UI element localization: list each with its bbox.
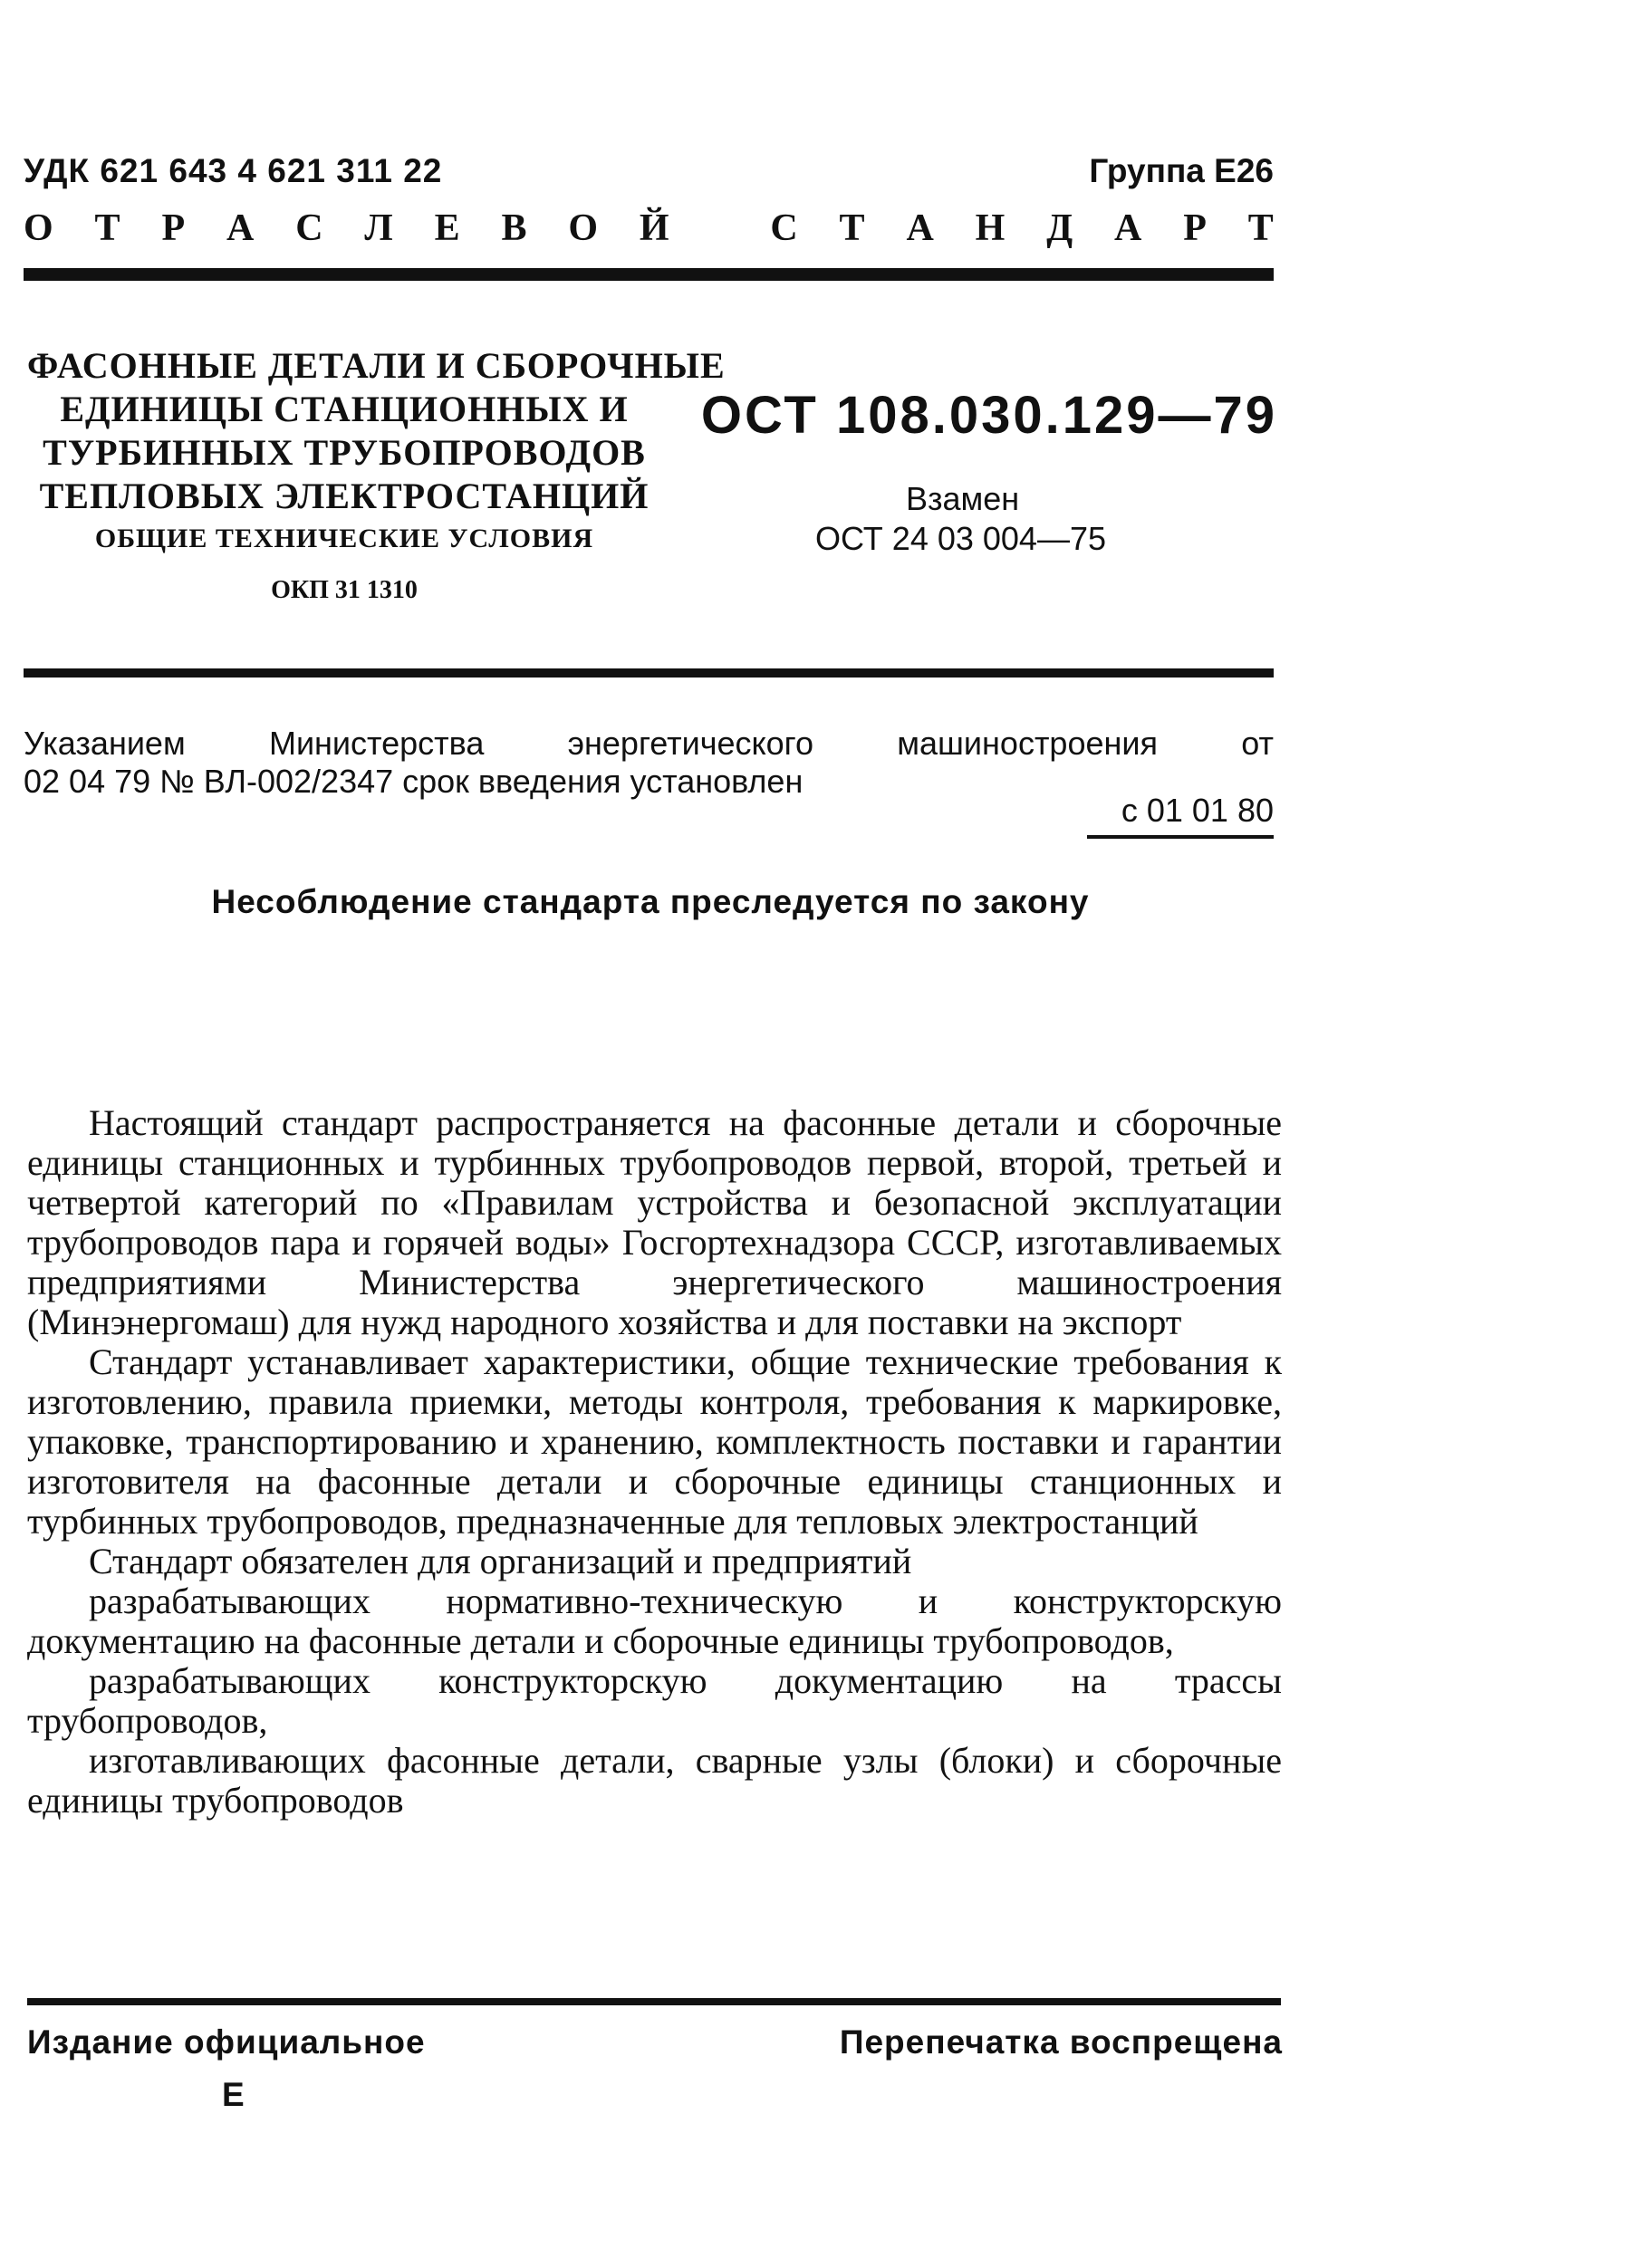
udk-code: УДК 621 643 4 621 311 22 — [24, 152, 443, 189]
banner-letter: Р — [161, 207, 186, 249]
body-paragraph: Стандарт устанавливает характеристики, общие технические требования к изготовлению, правила приемки, методы контроля, требования к маркировке, упаковке, транспортированию и хранению, комплектность поставки и гарантии изготовителя на фасонные детали и сборочные единицы станционных и турбинных трубопроводов, предназначенные для тепловых электростанций — [27, 1341, 1282, 1542]
banner-letter: Й — [639, 207, 669, 249]
banner-letter: А — [906, 207, 934, 249]
intro-block — [24, 725, 1274, 801]
effective-date: с 01 01 80 — [1121, 792, 1274, 829]
intro-line: 02 04 79 № ВЛ-002/2347 срок введения установлен — [24, 763, 804, 800]
banner-letter: Т — [839, 207, 865, 249]
banner-letter: Т — [94, 207, 120, 249]
middle-divider-rule — [24, 668, 1274, 678]
banner-letter: А — [226, 207, 255, 249]
intro-word: машиностроения — [897, 725, 1158, 762]
body-text — [27, 1103, 1282, 1821]
body-paragraph: Настоящий стандарт распространяется на фасонные детали и сборочные единицы станционных и турбинных трубопроводов первой, второй, третьей и четвертой категорий по «Правилам устройства и безопасной эксплуатации трубопроводов пара и горячей воды» Госгортехнадзора СССР, изготавливаемых предприятиями Министерства энергетического машиностроения (Минэнергомаш) для нужд народного хозяйства и для поставки на экспорт — [27, 1102, 1282, 1342]
banner-letter: С — [770, 207, 798, 249]
banner-letter: О — [24, 207, 53, 249]
title-line: ТЕПЛОВЫХ ЭЛЕКТРОСТАНЦИЙ — [39, 476, 650, 516]
intro-word: Министерства — [268, 725, 485, 762]
document-subtitle: ОБЩИЕ ТЕХНИЧЕСКИЕ УСЛОВИЯ — [94, 524, 594, 553]
replaced-standard: ОСТ 24 03 004—75 — [815, 520, 1106, 557]
banner-letter: О — [568, 207, 599, 249]
document-title — [27, 344, 726, 518]
intro-word: энергетического — [567, 725, 814, 762]
official-edition-label: Издание официальное — [27, 2023, 426, 2061]
banner-letter: Т — [1247, 207, 1274, 249]
title-line: ФАСОННЫЕ ДЕТАЛИ И СБОРОЧНЫЕ — [27, 345, 726, 386]
banner-letter: С — [295, 207, 323, 249]
intro-word: Указанием — [24, 725, 186, 762]
title-line: ЕДИНИЦЫ СТАНЦИОННЫХ И — [60, 389, 629, 429]
penalty-notice: Несоблюдение стандарта преследуется по закону — [211, 883, 1090, 920]
replaces-label: Взамен — [906, 480, 1020, 517]
top-divider-rule — [24, 268, 1274, 281]
standard-number: ОСТ 108.030.129—79 — [700, 386, 1277, 445]
banner-gap — [710, 207, 728, 250]
banner-letter: Р — [1183, 207, 1207, 249]
group-code: Группа Е26 — [1089, 152, 1274, 189]
intro-line — [24, 725, 1274, 763]
okp-code: ОКП 31 1310 — [271, 576, 418, 604]
banner-letter: Е — [434, 207, 460, 249]
banner-letter: А — [1113, 207, 1142, 249]
banner-industry-standard — [24, 207, 1274, 250]
banner-letter: Л — [364, 207, 393, 249]
banner-letter: Н — [975, 207, 1006, 249]
effective-date-underline — [1087, 835, 1274, 839]
title-line: ТУРБИННЫХ ТРУБОПРОВОДОВ — [43, 432, 646, 473]
banner-letter: В — [501, 207, 527, 249]
footer-letter: Е — [222, 2076, 245, 2113]
body-paragraph: изготавливающих фасонные детали, сварные узлы (блоки) и сборочные единицы трубопроводов — [27, 1740, 1282, 1821]
reprint-prohibited-label: Перепечатка воспрещена — [839, 2023, 1283, 2061]
bottom-divider-rule — [27, 1998, 1281, 2005]
body-paragraph: разрабатывающих конструкторскую документацию на трассы трубопроводов, — [27, 1660, 1282, 1741]
body-paragraph: разрабатывающих нормативно-техническую и конструкторскую документацию на фасонные детали и сборочные единицы трубопроводов, — [27, 1581, 1282, 1661]
body-paragraph: Стандарт обязателен для организаций и предприятий — [89, 1541, 912, 1581]
intro-word: от — [1241, 725, 1274, 762]
banner-letter: Д — [1046, 207, 1073, 249]
